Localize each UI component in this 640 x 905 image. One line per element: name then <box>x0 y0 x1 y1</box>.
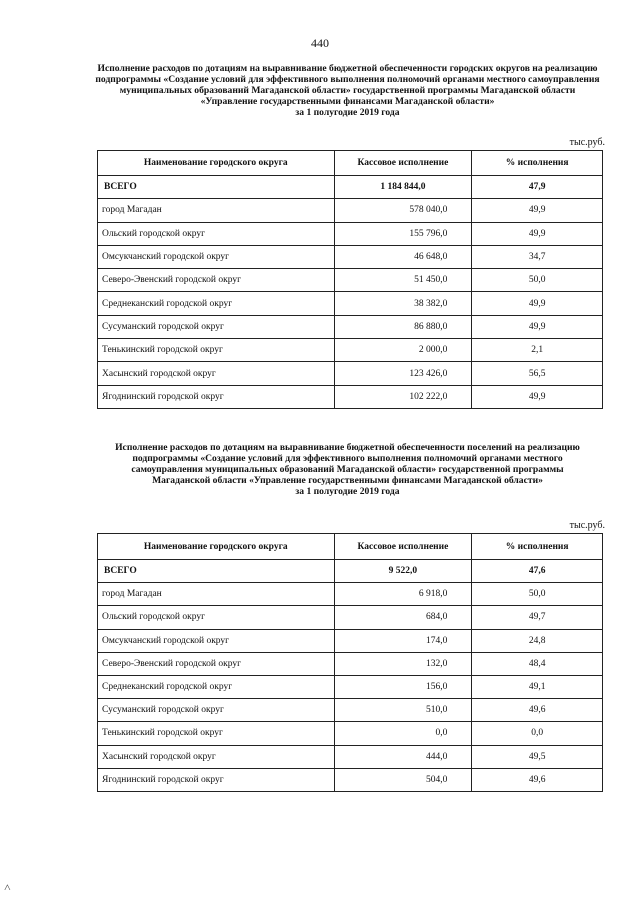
title-line: подпрограммы «Создание условий для эффективного выполнения полномочий органами местного самоуправления <box>95 74 600 85</box>
row-pct: 2,1 <box>472 339 603 362</box>
row-exec: 132,0 <box>334 652 472 675</box>
row-name: Ольский городской округ <box>98 222 335 245</box>
row-name: Среднеканский городской округ <box>98 292 335 315</box>
table-row <box>98 722 603 745</box>
row-name: Тенькинский городской округ <box>98 722 335 745</box>
table-row <box>98 385 603 408</box>
row-exec: 86 880,0 <box>334 315 472 338</box>
row-exec: 684,0 <box>334 606 472 629</box>
table-row <box>98 745 603 768</box>
section2-title <box>80 442 615 497</box>
row-pct: 0,0 <box>472 722 603 745</box>
row-name: Омсукчанский городской округ <box>98 245 335 268</box>
column-header: Наименование городского округа <box>98 151 335 176</box>
row-pct: 49,9 <box>472 199 603 222</box>
unit-label: тыс.руб. <box>569 137 605 148</box>
title-line: Исполнение расходов по дотациям на выравнивание бюджетной обеспеченности поселений на реализацию <box>115 442 580 453</box>
row-name: Тенькинский городской округ <box>98 339 335 362</box>
row-pct: 49,6 <box>472 768 603 791</box>
row-exec: 9 522,0 <box>334 560 472 583</box>
section2-table <box>97 533 603 792</box>
row-name: Среднеканский городской округ <box>98 675 335 698</box>
row-exec: 510,0 <box>334 699 472 722</box>
title-line: за 1 полугодие 2019 года <box>295 107 400 118</box>
row-pct: 49,6 <box>472 699 603 722</box>
row-exec: 0,0 <box>334 722 472 745</box>
title-line: самоуправления муниципальных образований Магаданской области» государственной программы <box>131 464 564 475</box>
title-line: «Управление государственными финансами Магаданской области» <box>200 96 495 107</box>
row-exec: 155 796,0 <box>334 222 472 245</box>
row-name: Хасынский городской округ <box>98 745 335 768</box>
title-line: Магаданской области «Управление государственными финансами Магаданской области» <box>152 475 543 486</box>
row-name: Сусуманский городской округ <box>98 315 335 338</box>
column-header: Кассовое исполнение <box>334 534 472 560</box>
table-row <box>98 222 603 245</box>
row-name: город Магадан <box>98 583 335 606</box>
row-pct: 49,7 <box>472 606 603 629</box>
row-name: ВСЕГО <box>98 560 335 583</box>
row-exec: 444,0 <box>334 745 472 768</box>
row-exec: 2 000,0 <box>334 339 472 362</box>
table-row <box>98 269 603 292</box>
table-header-row <box>98 534 603 560</box>
row-pct: 47,6 <box>472 560 603 583</box>
row-pct: 47,9 <box>472 176 603 199</box>
row-pct: 49,9 <box>472 315 603 338</box>
column-header: % исполнения <box>472 534 603 560</box>
table-row <box>98 315 603 338</box>
row-name: Ольский городской округ <box>98 606 335 629</box>
row-name: ВСЕГО <box>98 176 335 199</box>
row-pct: 24,8 <box>472 629 603 652</box>
table-row <box>98 583 603 606</box>
row-exec: 102 222,0 <box>334 385 472 408</box>
section1-table <box>97 150 603 409</box>
row-pct: 49,5 <box>472 745 603 768</box>
title-line: муниципальных образований Магаданской области» государственной программы Магаданской области <box>119 85 576 96</box>
table-row <box>98 629 603 652</box>
table-row <box>98 245 603 268</box>
row-exec: 51 450,0 <box>334 269 472 292</box>
row-pct: 49,9 <box>472 292 603 315</box>
table-row <box>98 199 603 222</box>
table-row <box>98 292 603 315</box>
row-pct: 49,1 <box>472 675 603 698</box>
row-exec: 46 648,0 <box>334 245 472 268</box>
row-pct: 49,9 <box>472 222 603 245</box>
table-row <box>98 675 603 698</box>
row-pct: 50,0 <box>472 583 603 606</box>
row-exec: 156,0 <box>334 675 472 698</box>
scan-mark: ˄ <box>4 880 11 894</box>
row-pct: 49,9 <box>472 385 603 408</box>
row-name: Сусуманский городской округ <box>98 699 335 722</box>
row-pct: 48,4 <box>472 652 603 675</box>
row-exec: 174,0 <box>334 629 472 652</box>
table-row-total <box>98 176 603 199</box>
unit-label: тыс.руб. <box>569 520 605 531</box>
column-header: % исполнения <box>472 151 603 176</box>
row-name: Омсукчанский городской округ <box>98 629 335 652</box>
table-row <box>98 699 603 722</box>
table-header-row <box>98 151 603 176</box>
row-exec: 6 918,0 <box>334 583 472 606</box>
row-name: Северо-Эвенский городской округ <box>98 269 335 292</box>
table-row <box>98 362 603 385</box>
row-exec: 1 184 844,0 <box>334 176 472 199</box>
row-name: Северо-Эвенский городской округ <box>98 652 335 675</box>
row-name: Хасынский городской округ <box>98 362 335 385</box>
row-pct: 56,5 <box>472 362 603 385</box>
column-header: Кассовое исполнение <box>334 151 472 176</box>
row-pct: 34,7 <box>472 245 603 268</box>
section1-title <box>80 63 615 118</box>
row-exec: 123 426,0 <box>334 362 472 385</box>
table-row <box>98 652 603 675</box>
page-number: 440 <box>311 36 329 50</box>
table-row <box>98 768 603 791</box>
title-line: за 1 полугодие 2019 года <box>295 486 400 497</box>
row-exec: 578 040,0 <box>334 199 472 222</box>
table-row-total <box>98 560 603 583</box>
title-line: Исполнение расходов по дотациям на выравнивание бюджетной обеспеченности городских округов на реализацию <box>97 63 598 74</box>
row-exec: 38 382,0 <box>334 292 472 315</box>
table-row <box>98 606 603 629</box>
column-header: Наименование городского округа <box>98 534 335 560</box>
row-name: Ягоднинский городской округ <box>98 768 335 791</box>
row-pct: 50,0 <box>472 269 603 292</box>
row-exec: 504,0 <box>334 768 472 791</box>
row-name: город Магадан <box>98 199 335 222</box>
row-name: Ягоднинский городской округ <box>98 385 335 408</box>
table-row <box>98 339 603 362</box>
title-line: подпрограммы «Создание условий для эффективного выполнения полномочий органами местного <box>132 453 563 464</box>
